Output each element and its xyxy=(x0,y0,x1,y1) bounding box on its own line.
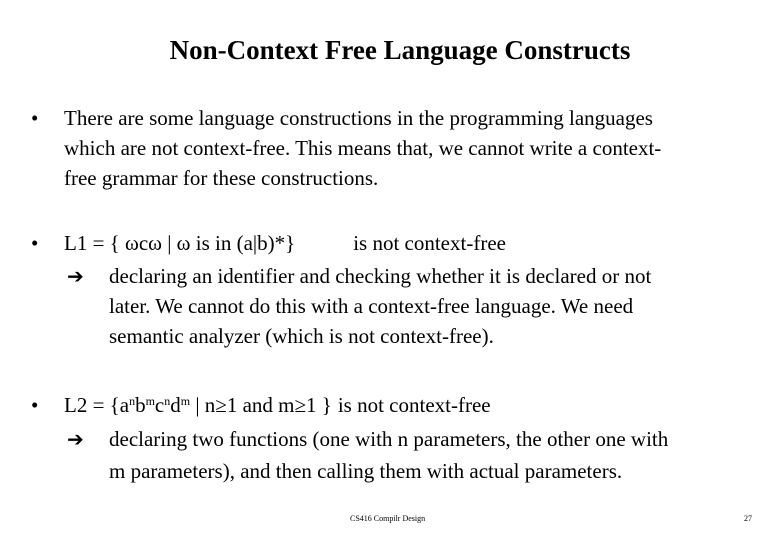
point-3-sub-line-1: declaring two functions (one with n parameters, the other one with xyxy=(109,427,669,451)
right-arrow-icon: ➔ xyxy=(67,427,84,451)
footer-course: CS416 Compilr Design xyxy=(350,514,426,523)
bullet-point-1: • xyxy=(31,106,39,130)
point-2-sub-line-3: semantic analyzer (which is not context-free). xyxy=(109,324,494,348)
right-arrow-icon: ➔ xyxy=(67,264,84,288)
point-1-line-1: There are some language constructions in the programming languages xyxy=(64,106,653,130)
l2-note: is not context-free xyxy=(337,393,491,417)
point-2-definition xyxy=(64,228,506,258)
l2-language-definition: $L2 = \{a^nb^mc^nd^m$ | n≥1 and m≥1 } xyxy=(64,393,332,417)
point-2-sub-line-2: later. We cannot do this with a context-free language. We need xyxy=(109,294,634,318)
point-3-definition xyxy=(64,390,491,420)
point-2-sub-line-1: declaring an identifier and checking whether it is declared or not xyxy=(109,264,652,288)
point-3-sub-line-2: m parameters), and then calling them with actual parameters. xyxy=(109,459,623,483)
footer-page-number: 27 xyxy=(744,514,752,523)
slide-title: Non-Context Free Language Constructs xyxy=(169,35,631,65)
bullet-point-3: • xyxy=(31,393,39,417)
point-1-line-3: free grammar for these constructions. xyxy=(64,166,379,190)
l1-note: is not context-free xyxy=(353,231,506,255)
l1-language-definition: L1 = { ωcω | ω is in (a|b)*} xyxy=(64,231,296,255)
bullet-point-2: • xyxy=(31,231,39,255)
point-1-line-2: which are not context-free. This means that, we cannot write a context- xyxy=(64,136,662,160)
